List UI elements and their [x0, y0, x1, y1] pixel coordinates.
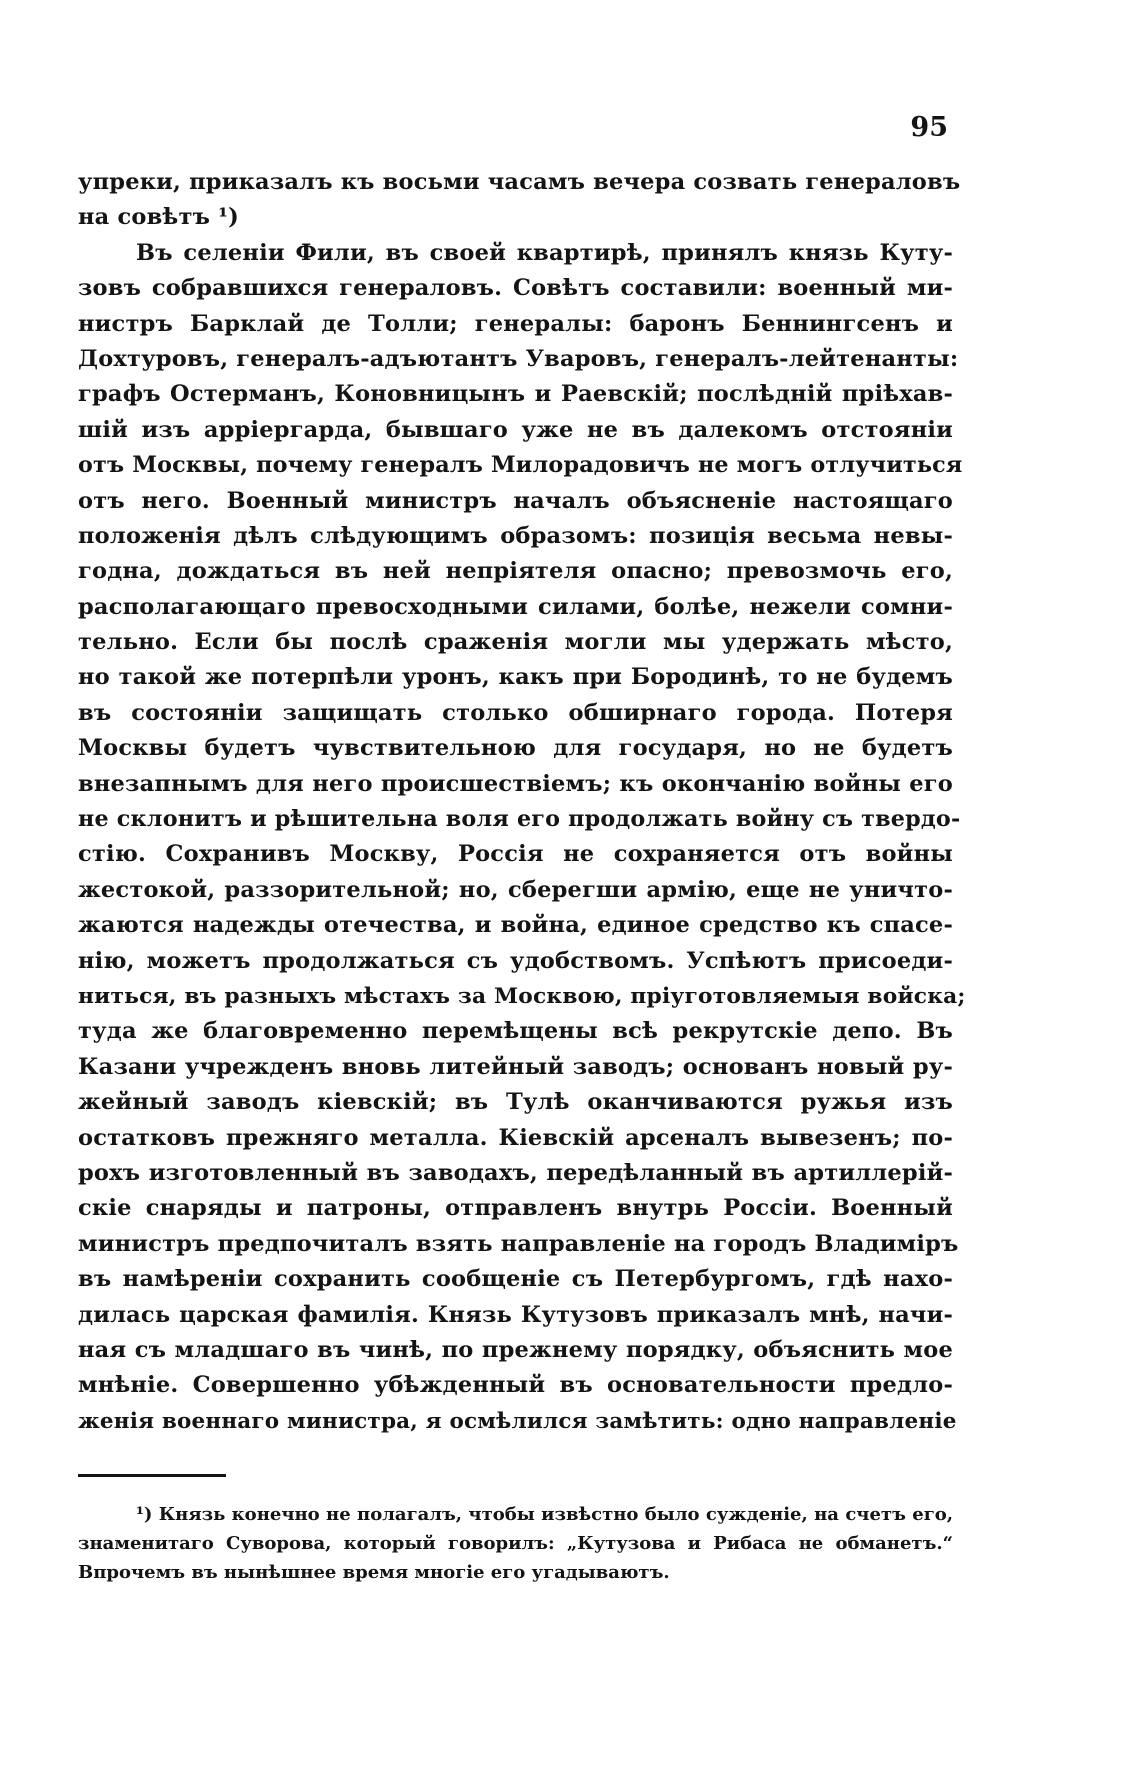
text-line: годна, дождаться въ ней непріятеля опасно; превозмочь его, [78, 558, 953, 585]
text-line: въ состояніи защищать столько обширнаго города. Потеря [78, 699, 953, 726]
text-line: располагающаго превосходными силами, болѣе, нежели сомни- [78, 593, 953, 620]
text-line: на совѣтъ ¹) [78, 204, 239, 231]
text-line: туда же благовременно перемѣщены всѣ рекрутскіе депо. Въ [78, 1018, 953, 1045]
text-line: въ намѣреніи сохранить сообщеніе съ Петербургомъ, гдѣ нахо- [78, 1266, 953, 1293]
text-line: Москвы будетъ чувствительною для государя, но не будетъ [78, 735, 953, 762]
footnote-divider [78, 1474, 226, 1477]
text-line: рохъ изготовленный въ заводахъ, передѣланный въ артиллерій- [78, 1159, 953, 1186]
text-line: жестокой, раззорительной; но, сберегши армію, еще не уничто- [78, 876, 953, 903]
footnote-line: ¹) Князь конечно не полагалъ, чтобы извѣстно было сужденіе, на счетъ его, [136, 1504, 953, 1525]
text-line: ниться, въ разныхъ мѣстахъ за Москвою, пріуготовляемыя войска; [78, 983, 966, 1009]
text-line: жаются надежды отечества, и война, единое средство къ спасе- [78, 912, 953, 939]
footnote-line: знаменитаго Суворова, который говорилъ: „Кутузова и Рибаса не обманетъ.“ [78, 1533, 953, 1554]
text-line: тельно. Если бы послѣ сраженія могли мы удержать мѣсто, [78, 629, 953, 656]
text-line: шій изъ арріергарда, бывшаго уже не въ далекомъ отстояніи [78, 416, 953, 443]
text-line: отъ Москвы, почему генералъ Милорадовичъ не могъ отлучиться [78, 452, 963, 479]
text-line: отъ него. Военный министръ началъ объясненіе настоящаго [78, 487, 953, 514]
text-line: положенія дѣлъ слѣдующимъ образомъ: позиція весьма невы- [78, 522, 953, 549]
text-line: дилась царская фамилія. Князь Кутузовъ приказалъ мнѣ, начи- [78, 1301, 953, 1328]
text-line: упреки, приказалъ къ восьми часамъ вечера созвать генераловъ [78, 169, 961, 195]
text-line: нію, можетъ продолжаться съ удобствомъ. Успѣютъ присоеди- [78, 947, 953, 974]
text-line: графъ Остерманъ, Коновницынъ и Раевскій; послѣдній пріѣхав- [78, 381, 953, 408]
text-line: Въ селеніи Фили, въ своей квартирѣ, принялъ князь Куту- [136, 239, 953, 266]
text-line: министръ предпочиталъ взять направленіе на городъ Владиміръ [78, 1230, 959, 1257]
text-line: но такой же потерпѣли уронъ, какъ при Бородинѣ, то не будемъ [78, 664, 953, 691]
text-line: Казани учрежденъ вновь литейный заводъ; основанъ новый ру- [78, 1053, 953, 1080]
text-line: внезапнымъ для него происшествіемъ; къ окончанію войны его [78, 770, 953, 797]
page-number: 95 [910, 112, 948, 143]
text-line: зовъ собравшихся генераловъ. Совѣтъ составили: военный ми- [78, 275, 953, 302]
text-line: остатковъ прежняго металла. Кіевскій арсеналъ вывезенъ; по- [78, 1124, 953, 1151]
footnote-line: Впрочемъ въ нынѣшнее время многіе его угадываютъ. [78, 1562, 670, 1583]
text-line: мнѣніе. Совершенно убѣжденный въ основательности предло- [78, 1372, 953, 1399]
text-line: жейный заводъ кіевскій; въ Тулѣ оканчиваются ружья изъ [78, 1089, 953, 1116]
text-line: женія военнаго министра, я осмѣлился замѣтить: одно направленіе [78, 1408, 957, 1434]
text-line: стію. Сохранивъ Москву, Россія не сохраняется отъ войны [78, 841, 953, 868]
text-line: скіе снаряды и патроны, отправленъ внутрь Россіи. Военный [78, 1195, 953, 1222]
text-line: ная съ младшаго въ чинѣ, по прежнему порядку, объяснить мое [78, 1336, 953, 1363]
text-line: не склонитъ и рѣшительна воля его продолжать войну съ твердо- [78, 806, 961, 833]
body-text [78, 165, 966, 1439]
footnote [78, 1500, 953, 1587]
text-line: Дохтуровъ, генералъ-адъютантъ Уваровъ, генералъ-лейтенанты: [78, 345, 959, 372]
text-line: нистръ Барклай де Толли; генералы: баронъ Беннингсенъ и [78, 310, 953, 337]
